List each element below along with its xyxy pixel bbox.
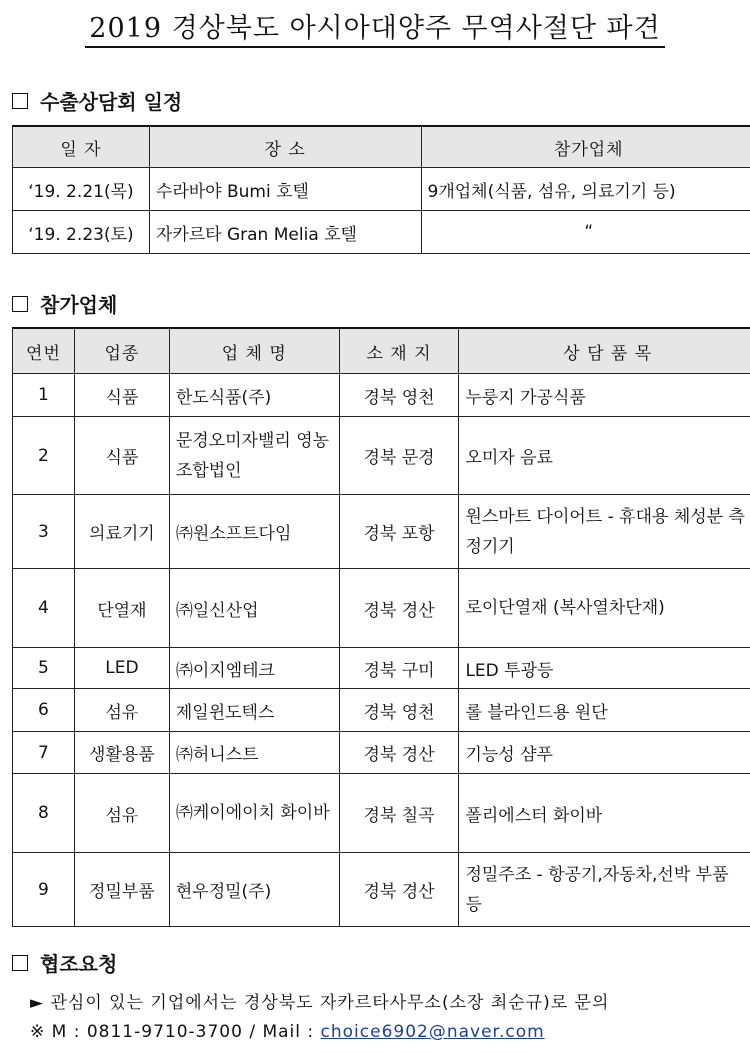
cell-item: 롤 블라인드용 원단	[459, 689, 750, 732]
cell-no: 8	[13, 774, 75, 853]
cell-company: ㈜허니스트	[169, 732, 339, 774]
schedule-table	[12, 125, 750, 254]
table-row	[13, 569, 750, 648]
cell-company: 문경오미자밸리 영농조합법인	[169, 417, 339, 495]
cell-item: 로이단열재 (복사열차단재)	[459, 569, 750, 648]
cell-location: 경북 경산	[339, 732, 459, 774]
checkbox-square-icon	[12, 955, 28, 971]
section-heading-cooperation	[12, 948, 117, 977]
cell-type: 식품	[74, 417, 169, 495]
cell-item: 오미자 음료	[459, 417, 750, 495]
cell-type: 생활용품	[74, 732, 169, 774]
cell-company: 현우정밀(주)	[169, 853, 339, 927]
cell-no: 3	[13, 495, 75, 569]
cell-no: 4	[13, 569, 75, 648]
section-heading-schedule	[12, 86, 182, 115]
document-title-text: 2019 경상북도 아시아대양주 무역사절단 파견	[85, 13, 664, 48]
table-row	[13, 495, 750, 569]
cell-location: 경북 영천	[339, 374, 459, 417]
cell-type: 식품	[74, 374, 169, 417]
column-header: 업 체 명	[169, 328, 339, 374]
cell-location: 경북 경산	[339, 853, 459, 927]
contact-line	[30, 1022, 545, 1042]
cell-type: 섬유	[74, 774, 169, 853]
table-row	[13, 732, 750, 774]
column-header: 장 소	[149, 126, 421, 168]
cell-type: LED	[74, 648, 169, 689]
companies-table	[12, 327, 750, 927]
table-header-row	[13, 126, 750, 168]
column-header: 연번	[13, 328, 75, 374]
table-cell-venue: 수라바야 Bumi 호텔	[149, 168, 421, 211]
cell-company: ㈜일신산업	[169, 569, 339, 648]
cell-item: 원스마트 다이어트 - 휴대용 체성분 측정기기	[459, 495, 750, 569]
table-row	[13, 853, 750, 927]
cell-item: 기능성 샴푸	[459, 732, 750, 774]
cell-no: 9	[13, 853, 75, 927]
table-row	[13, 648, 750, 689]
cell-no: 6	[13, 689, 75, 732]
table-row	[13, 374, 750, 417]
table-cell-participants: “	[421, 211, 750, 254]
column-header: 소 재 지	[339, 328, 459, 374]
cell-item: 정밀주조 - 항공기,자동차,선박 부품 등	[459, 853, 750, 927]
table-cell-venue: 자카르타 Gran Melia 호텔	[149, 211, 421, 254]
email-link[interactable]: choice6902@naver.com	[320, 1022, 545, 1042]
section-heading-companies	[12, 289, 117, 318]
column-header: 일 자	[13, 126, 150, 168]
cell-type: 정밀부품	[74, 853, 169, 927]
table-cell-date: ‘19. 2.23(토)	[13, 211, 150, 254]
table-row	[13, 211, 750, 254]
cell-company: ㈜원소프트다임	[169, 495, 339, 569]
table-row	[13, 168, 750, 211]
column-header: 참가업체	[421, 126, 750, 168]
cell-location: 경북 구미	[339, 648, 459, 689]
cell-no: 2	[13, 417, 75, 495]
column-header: 상 담 품 목	[459, 328, 750, 374]
cell-company: 한도식품(주)	[169, 374, 339, 417]
document-title	[0, 6, 750, 45]
table-header-row	[13, 328, 750, 374]
cell-location: 경북 영천	[339, 689, 459, 732]
table-cell-participants: 9개업체(식품, 섬유, 의료기기 등)	[421, 168, 750, 211]
cell-company: 제일윈도텍스	[169, 689, 339, 732]
checkbox-square-icon	[12, 296, 28, 312]
cell-item: 누룽지 가공식품	[459, 374, 750, 417]
table-row	[13, 417, 750, 495]
cell-item: LED 투광등	[459, 648, 750, 689]
cell-type: 단열재	[74, 569, 169, 648]
cell-type: 섬유	[74, 689, 169, 732]
cell-no: 1	[13, 374, 75, 417]
cell-type: 의료기기	[74, 495, 169, 569]
column-header: 업종	[74, 328, 169, 374]
cell-item: 폴리에스터 화이바	[459, 774, 750, 853]
table-cell-date: ‘19. 2.21(목)	[13, 168, 150, 211]
cell-no: 7	[13, 732, 75, 774]
cell-location: 경북 경산	[339, 569, 459, 648]
table-row	[13, 689, 750, 732]
cell-location: 경북 문경	[339, 417, 459, 495]
table-row	[13, 774, 750, 853]
cell-location: 경북 포항	[339, 495, 459, 569]
section-label: 수출상담회 일정	[40, 90, 183, 114]
cell-company: ㈜이지엠테크	[169, 648, 339, 689]
section-label: 참가업체	[40, 293, 118, 317]
cell-no: 5	[13, 648, 75, 689]
checkbox-square-icon	[12, 93, 28, 109]
section-label: 협조요청	[40, 952, 118, 976]
notice-line: ► 관심이 있는 기업에서는 경상북도 자카르타사무소(소장 최순규)로 문의	[30, 993, 610, 1013]
contact-phone: ※ M : 0811-9710-3700 / Mail :	[30, 1022, 321, 1042]
cell-location: 경북 칠곡	[339, 774, 459, 853]
cell-company: ㈜케이에이치 화이바	[169, 774, 339, 853]
